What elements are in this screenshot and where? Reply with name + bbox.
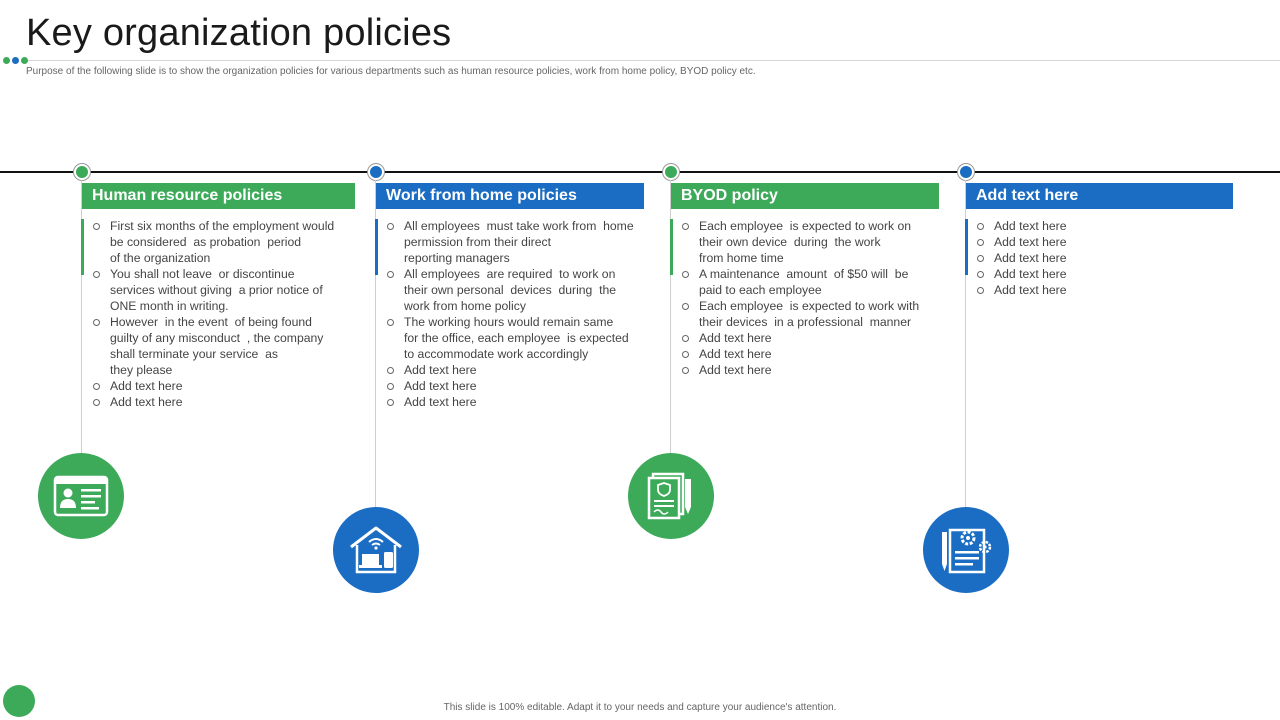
timeline-marker: [368, 164, 384, 180]
policy-column-byod: [671, 164, 961, 594]
list-item: Add text here: [680, 346, 919, 362]
policy-list: [975, 218, 1067, 298]
column-header: Human resource policies: [82, 183, 355, 209]
policy-column-hr: [82, 164, 372, 594]
list-item: A maintenance amount of $50 will be paid to each employee: [680, 266, 919, 298]
list-item: However in the event of being found guilty of any misconduct , the company shall terminate your service as they please: [91, 314, 334, 378]
timeline-marker: [663, 164, 679, 180]
title-divider: [26, 60, 1280, 61]
corner-circle: [3, 685, 35, 717]
page-title: Key organization policies: [26, 12, 452, 54]
column-accent: [670, 219, 673, 275]
list-item: Add text here: [975, 250, 1067, 266]
footer-note: This slide is 100% editable. Adapt it to your needs and capture your audience's attention.: [443, 702, 837, 713]
list-item: Add text here: [680, 362, 919, 378]
list-item: Add text here: [680, 330, 919, 346]
policy-list: [680, 218, 919, 378]
list-item: The working hours would remain same for the office, each employee is expected to accommodate work accordingly: [385, 314, 634, 362]
list-item: Each employee is expected to work on their own device during the work from home time: [680, 218, 919, 266]
column-header: Work from home policies: [376, 183, 644, 209]
list-item: All employees must take work from home permission from their direct reporting managers: [385, 218, 634, 266]
column-accent: [81, 219, 84, 275]
list-item: Add text here: [975, 234, 1067, 250]
policy-column-wfh: [376, 164, 666, 594]
dot-green: [3, 57, 10, 64]
id-card-icon: [38, 453, 124, 539]
list-item: Each employee is expected to work with their devices in a professional manner: [680, 298, 919, 330]
column-header: BYOD policy: [671, 183, 939, 209]
dot-green: [21, 57, 28, 64]
policy-document-icon: [628, 453, 714, 539]
timeline-marker: [958, 164, 974, 180]
settings-document-icon: [923, 507, 1009, 593]
smart-home-icon: [333, 507, 419, 593]
list-item: All employees are required to work on their own personal devices during the work from home policy: [385, 266, 634, 314]
policy-list: [385, 218, 634, 410]
page-subtitle: Purpose of the following slide is to show the organization policies for various departments such as human resource policies, work from home policy, BYOD policy etc.: [26, 66, 756, 77]
list-item: First six months of the employment would be considered as probation period of the organization: [91, 218, 334, 266]
list-item: Add text here: [385, 378, 634, 394]
list-item: Add text here: [975, 218, 1067, 234]
column-header: Add text here: [966, 183, 1233, 209]
list-item: Add text here: [975, 266, 1067, 282]
dot-blue: [12, 57, 19, 64]
column-accent: [965, 219, 968, 275]
policy-list: [91, 218, 334, 410]
column-accent: [375, 219, 378, 275]
list-item: Add text here: [91, 394, 334, 410]
list-item: You shall not leave or discontinue services without giving a prior notice of ONE month in writing.: [91, 266, 334, 314]
policy-column-add-text: [966, 164, 1256, 594]
title-dots: [3, 57, 28, 64]
timeline-marker: [74, 164, 90, 180]
list-item: Add text here: [385, 394, 634, 410]
list-item: Add text here: [975, 282, 1067, 298]
list-item: Add text here: [91, 378, 334, 394]
list-item: Add text here: [385, 362, 634, 378]
